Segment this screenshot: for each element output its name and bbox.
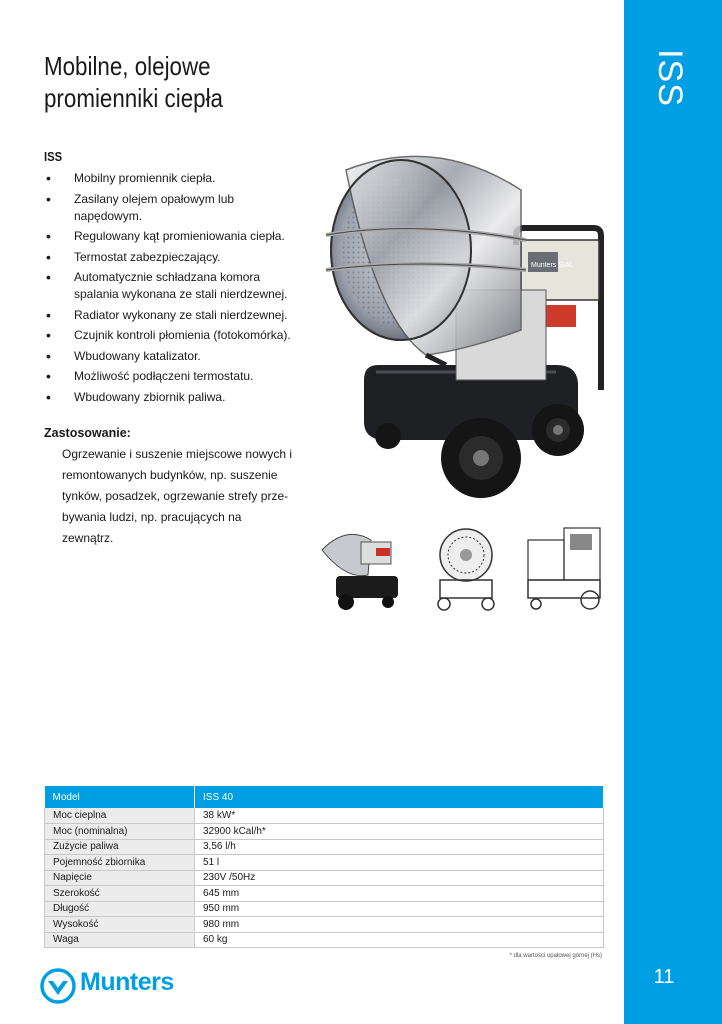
row-label: Waga: [45, 932, 195, 948]
bullet-icon: •: [46, 306, 51, 323]
bullet-icon: •: [46, 327, 51, 343]
side-title: ISS: [651, 49, 690, 107]
row-label: Moc cieplna: [45, 808, 195, 824]
feature-item: • Mobilny promiennik ciepła.: [46, 170, 216, 186]
feature-list: [44, 170, 304, 406]
row-label: Długość: [45, 901, 195, 917]
description-block: [44, 150, 304, 549]
bullet-icon: •: [46, 170, 51, 186]
table-row: [45, 917, 604, 933]
page-title: [44, 50, 285, 114]
row-label: Wysokość: [45, 917, 195, 933]
table-row: [45, 901, 604, 917]
munters-logo: [40, 968, 210, 1004]
feature-item: • Radiator wykonany ze stali nierdzewnej.: [46, 306, 288, 323]
feature-item: • Czujnik kontroli płomienia (fotokomórka).: [46, 327, 291, 343]
bullet-icon: •: [46, 228, 51, 244]
row-label: Pojemność zbiornika: [45, 855, 195, 871]
row-value: 3,56 l/h: [195, 839, 604, 855]
table-footnote: * dla wartości opałowej górnej (Hs): [509, 953, 602, 959]
table-row: [45, 855, 604, 871]
row-value: 230V /50Hz: [195, 870, 604, 886]
feature-item: • Możliwość podłączeni termostatu.: [46, 368, 254, 384]
bullet-icon: •: [46, 347, 51, 364]
table-row: [45, 932, 604, 948]
feature-item: • Automatycznie schładzana komora spalania wykonana ze stali nierdzewnej.: [46, 269, 288, 301]
feature-item: • Zasilany olejem opałowym lub napędowym.: [46, 190, 235, 223]
table-header-label: Model: [45, 786, 195, 808]
row-value: 51 l: [195, 855, 604, 871]
feature-item: • Regulowany kąt promieniowania ciepła.: [46, 228, 285, 244]
usage-text: Ogrzewanie i suszenie miejscowe nowych i remontowanych budynków, np. suszenie tynków, posadzek, ogrzewanie strefy prze-bywania ludzi, np. pracujących na zewnątrz.: [62, 446, 293, 545]
table-row: [45, 870, 604, 886]
thumbnail-strip: [316, 520, 616, 612]
feature-item: • Termostat zabezpieczający.: [46, 248, 221, 265]
table-header-value: ISS 40: [195, 786, 604, 808]
feature-item: • Wbudowany katalizator.: [46, 347, 201, 364]
row-label: Szerokość: [45, 886, 195, 902]
table-row: [45, 808, 604, 824]
bullet-icon: •: [46, 269, 51, 285]
bullet-icon: •: [46, 190, 51, 207]
bullet-icon: •: [46, 388, 51, 405]
bullet-icon: •: [46, 368, 51, 384]
row-value: 60 kg: [195, 932, 604, 948]
row-value: 645 mm: [195, 886, 604, 902]
side-color-bar: [624, 0, 722, 1024]
row-label: Napięcie: [45, 870, 195, 886]
row-value: 38 kW*: [195, 808, 604, 824]
thumbnail-front-view: [424, 520, 512, 612]
page-title-line1: Mobilne, olejowe: [44, 51, 211, 81]
row-value: 980 mm: [195, 917, 604, 933]
table-header-row: [45, 786, 604, 808]
usage-heading: Zastosowanie:: [44, 425, 131, 440]
heater-product-image: [316, 140, 616, 512]
table-row: [45, 886, 604, 902]
table-row: [45, 839, 604, 855]
table-row: [45, 824, 604, 840]
row-value: 950 mm: [195, 901, 604, 917]
row-label: Moc (nominalna): [45, 824, 195, 840]
product-label: Munters SIAL: [531, 262, 574, 269]
thumbnail-rear-view: [520, 520, 608, 612]
row-value: 32900 kCal/h*: [195, 824, 604, 840]
logo-text: Munters: [80, 968, 174, 996]
thumbnail-side-view: [316, 520, 404, 612]
spec-table: [44, 786, 604, 948]
page-number: 11: [653, 966, 675, 988]
feature-item: • Wbudowany zbiornik paliwa.: [46, 388, 226, 405]
row-label: Zużycie paliwa: [45, 839, 195, 855]
section-heading: ISS: [44, 150, 63, 164]
bullet-icon: •: [46, 248, 51, 265]
munters-logo-icon: [40, 968, 76, 1004]
page-title-line2: promienniki ciepła: [44, 83, 223, 113]
